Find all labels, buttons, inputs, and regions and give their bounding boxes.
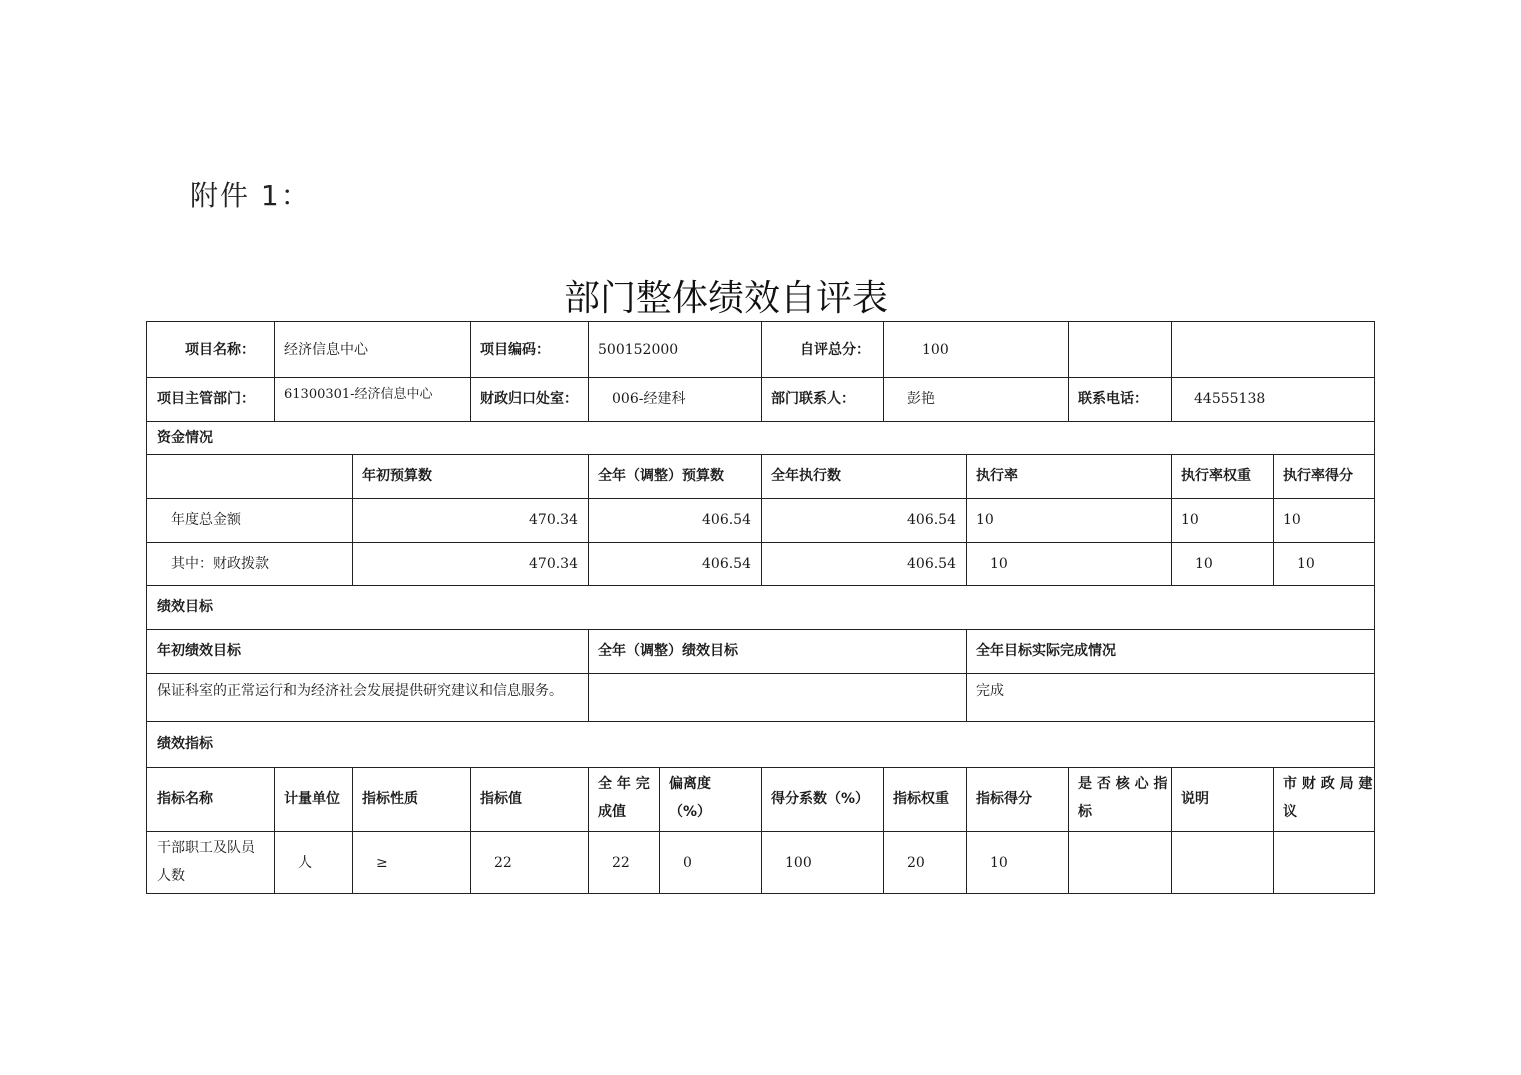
ind-row-completed: 22 bbox=[612, 854, 630, 871]
funds-weight-value: 10 bbox=[1181, 512, 1199, 528]
goals-adjusted-label: 全年（调整）绩效目标 bbox=[598, 643, 738, 659]
funds-adjusted-value: 406.54 bbox=[702, 555, 751, 572]
col-divider bbox=[761, 767, 762, 894]
funds-col-executed: 全年执行数 bbox=[771, 468, 841, 484]
project-code-label: 项目编码： bbox=[480, 341, 550, 358]
ind-col-deviation-line1: 偏离度 bbox=[669, 776, 711, 792]
col-divider bbox=[470, 322, 471, 421]
self-evaluation-table bbox=[146, 321, 1375, 894]
ind-col-core-line2: 标 bbox=[1078, 804, 1092, 820]
goals-initial-label: 年初绩效目标 bbox=[157, 643, 241, 659]
ind-col-nature: 指标性质 bbox=[362, 791, 418, 807]
col-divider bbox=[588, 322, 589, 421]
funds-col-weight: 执行率权重 bbox=[1181, 468, 1251, 484]
document-title: 部门整体绩效自评表 bbox=[563, 278, 888, 319]
col-divider bbox=[1171, 454, 1172, 585]
phone-value: 44555138 bbox=[1194, 391, 1266, 407]
col-divider bbox=[883, 767, 884, 894]
finance-office-value: 006-经建科 bbox=[612, 391, 686, 407]
col-divider bbox=[1171, 767, 1172, 894]
col-divider bbox=[1068, 767, 1069, 894]
col-divider bbox=[659, 767, 660, 894]
funds-adjusted-value: 406.54 bbox=[702, 512, 751, 528]
funds-col-adjusted: 全年（调整）预算数 bbox=[598, 468, 724, 484]
col-divider bbox=[966, 454, 967, 585]
funds-initial-value: 470.34 bbox=[529, 555, 578, 572]
ind-row-unit: 人 bbox=[298, 854, 312, 871]
ind-row-name-line1: 干部职工及队员 bbox=[157, 840, 255, 856]
goals-actual-text: 完成 bbox=[976, 683, 1004, 699]
col-divider bbox=[470, 767, 471, 894]
finance-office-label: 财政归口处室： bbox=[480, 391, 578, 407]
col-divider bbox=[966, 629, 967, 721]
ind-col-score: 指标得分 bbox=[976, 791, 1032, 807]
col-divider bbox=[588, 629, 589, 721]
ind-row-coef: 100 bbox=[785, 854, 812, 871]
self-score-label: 自评总分： bbox=[800, 341, 870, 358]
row-divider bbox=[147, 629, 1374, 630]
project-code-value: 500152000 bbox=[598, 341, 679, 358]
ind-col-advice-line2: 议 bbox=[1283, 804, 1297, 820]
ind-row-name-line2: 人数 bbox=[157, 868, 185, 884]
funds-col-rate: 执行率 bbox=[976, 468, 1018, 484]
col-divider bbox=[966, 767, 967, 894]
ind-col-coef: 得分系数（%） bbox=[771, 791, 870, 807]
col-divider bbox=[274, 767, 275, 894]
ind-col-completed-line1: 全 年 完 bbox=[598, 776, 650, 792]
goals-section-label: 绩效目标 bbox=[157, 599, 213, 615]
ind-col-deviation-line2: （%） bbox=[669, 804, 712, 820]
col-divider bbox=[883, 322, 884, 421]
funds-initial-value: 470.34 bbox=[529, 512, 578, 528]
project-name-label: 项目名称： bbox=[185, 341, 255, 358]
funds-score-value: 10 bbox=[1283, 512, 1301, 528]
col-divider bbox=[1171, 322, 1172, 377]
contact-label: 部门联系人： bbox=[771, 391, 855, 407]
row-divider bbox=[147, 721, 1374, 722]
ind-col-core-line1: 是 否 核 心 指 bbox=[1078, 776, 1168, 792]
goals-actual-label: 全年目标实际完成情况 bbox=[976, 643, 1116, 659]
ind-row-weight: 20 bbox=[907, 854, 925, 871]
col-divider bbox=[1171, 377, 1172, 421]
col-divider bbox=[352, 767, 353, 894]
funds-executed-value: 406.54 bbox=[907, 555, 956, 572]
ind-col-advice-line1: 市 财 政 局 建 bbox=[1283, 776, 1373, 792]
ind-col-name: 指标名称 bbox=[157, 791, 213, 807]
ind-row-nature: ≥ bbox=[376, 854, 388, 871]
ind-col-unit: 计量单位 bbox=[284, 791, 340, 807]
row-divider bbox=[147, 421, 1374, 422]
indicators-section-label: 绩效指标 bbox=[157, 736, 213, 752]
ind-row-deviation: 0 bbox=[683, 854, 692, 871]
funds-col-score: 执行率得分 bbox=[1283, 468, 1353, 484]
ind-col-value: 指标值 bbox=[480, 791, 522, 807]
self-score-value: 100 bbox=[922, 341, 949, 358]
funds-rate-value: 10 bbox=[976, 512, 994, 528]
phone-label: 联系电话： bbox=[1078, 391, 1148, 407]
contact-value: 彭艳 bbox=[907, 391, 935, 407]
project-name-value: 经济信息中心 bbox=[284, 341, 368, 358]
dept-label: 项目主管部门： bbox=[157, 391, 255, 407]
col-divider bbox=[588, 767, 589, 894]
ind-col-weight: 指标权重 bbox=[893, 791, 949, 807]
col-divider bbox=[761, 322, 762, 421]
col-divider bbox=[1068, 322, 1069, 421]
col-divider bbox=[1273, 454, 1274, 585]
funds-executed-value: 406.54 bbox=[907, 512, 956, 528]
ind-row-score: 10 bbox=[990, 854, 1008, 871]
funds-row-label: 其中：财政拨款 bbox=[171, 555, 269, 572]
row-divider bbox=[147, 585, 1374, 586]
funds-col-initial: 年初预算数 bbox=[362, 468, 432, 484]
funds-score-value: 10 bbox=[1297, 555, 1315, 572]
funds-rate-value: 10 bbox=[990, 555, 1008, 572]
funds-weight-value: 10 bbox=[1195, 555, 1213, 572]
funds-section-label: 资金情况 bbox=[157, 429, 213, 446]
dept-value: 61300301-经济信息中心 bbox=[284, 387, 433, 402]
col-divider bbox=[1273, 767, 1274, 894]
goals-initial-text: 保证科室的正常运行和为经济社会发展提供研究建议和信息服务。 bbox=[157, 683, 563, 699]
ind-col-completed-line2: 成值 bbox=[598, 804, 626, 820]
col-divider bbox=[274, 322, 275, 421]
attachment-label: 附件 1： bbox=[190, 179, 311, 212]
ind-col-note: 说明 bbox=[1181, 791, 1209, 807]
ind-row-value: 22 bbox=[494, 854, 512, 871]
funds-row-label: 年度总金额 bbox=[171, 512, 241, 528]
